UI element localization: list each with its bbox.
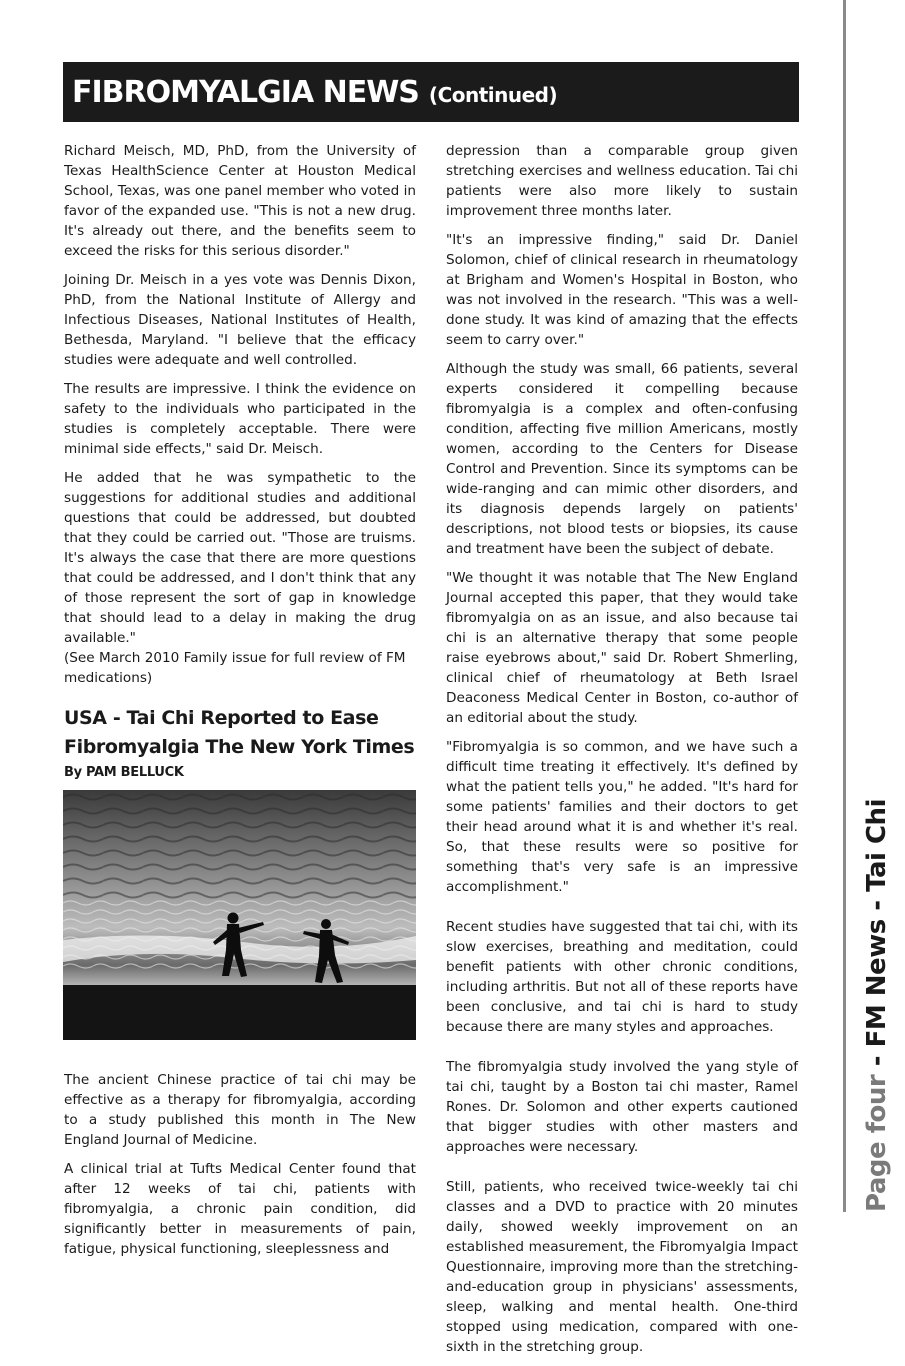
paragraph-note: (See March 2010 Family issue for full review of FM medications) bbox=[64, 650, 406, 686]
article-body-left bbox=[64, 1070, 416, 1268]
paragraph: Although the study was small, 66 patients, several experts considered it compelling because fibromyalgia is a complex and often-confusing condition, affecting five million Americans, mostly women, according to the Centers for Disease Control and Prevention. Since its symptoms can be wide-ranging and can mimic other disorders, and its diagnosis depends largely on patients' descriptions, not blood tests or biopsies, its cause and treatment have been the subject of debate. bbox=[446, 361, 798, 557]
paragraph: depression than a comparable group given stretching exercises and wellness education. Tai chi patients were also more likely to sustain improvement three months later. bbox=[446, 143, 798, 219]
paragraph: Richard Meisch, MD, PhD, from the University of Texas HealthScience Center at Houston Medical School, Texas, was one panel member who voted in favor of the expanded use. "This is not a new drug. It's already out there, and the benefits seem to exceed the risks for this serious disorder." bbox=[64, 143, 417, 259]
paragraph: The ancient Chinese practice of tai chi may be effective as a therapy for fibromyalgia, according to a study published this month in The New England Journal of Medicine. bbox=[64, 1072, 416, 1148]
continued-label: (Continued) bbox=[428, 83, 558, 107]
paragraph: The results are impressive. I think the evidence on safety to the individuals who participated in the studies is completely acceptable. There were minimal side effects," said Dr. Meisch. bbox=[64, 381, 416, 457]
article-byline: By PAM BELLUCK bbox=[64, 765, 184, 780]
paragraph: Joining Dr. Meisch in a yes vote was Dennis Dixon, PhD, from the National Institute of Allergy and Infectious Diseases, National Institutes of Health, Bethesda, Maryland. "I believe that the efficacy studies were adequate and well controlled. bbox=[64, 272, 416, 368]
page-edge-rule bbox=[843, 0, 846, 1212]
paragraph: Recent studies have suggested that tai chi, with its slow exercises, breathing and meditation, could benefit patients with other chronic conditions, including arthritis. But not all of these reports have been conclusive, and tai chi is hard to study because there are many styles and approaches. bbox=[446, 919, 798, 1035]
paragraph: The fibromyalgia study involved the yang style of tai chi, taught by a Boston tai chi master, Ramel Rones. Dr. Solomon and other experts cautioned that bigger studies with other masters and approaches were necessary. bbox=[446, 1059, 798, 1155]
paragraph: He added that he was sympathetic to the suggestions for additional studies and additional questions that could be addressed, but doubted that they could be carried out. "Those are truisms. It's always the case that there are more questions that could be addressed, and I don't think that any of those represent the sort of gap in knowledge that should lead to a delay in making the drug available." bbox=[64, 470, 416, 646]
page-number-label: Page four bbox=[862, 1074, 892, 1212]
left-column bbox=[64, 141, 416, 697]
section-title: FIBROMYALGIA NEWS bbox=[72, 74, 419, 110]
paragraph: "We thought it was notable that The New England Journal accepted this paper, that they would take fibromyalgia on as an issue, and also because tai chi is an alternative therapy that some people raise eyebrows about," said Dr. Robert Shmerling, clinical chief of rheumatology at Beth Israel Deaconess Medical Center in Boston, co-author of an editorial about the study. bbox=[446, 570, 798, 726]
page-side-label bbox=[862, 799, 892, 1212]
paragraph: A clinical trial at Tufts Medical Center found that after 12 weeks of tai chi, patients with fibromyalgia, a chronic pain condition, did significantly better in measurements of pain, fatigue, physical functioning, sleeplessness and bbox=[64, 1161, 416, 1257]
paragraph: Still, patients, who received twice-weekly tai chi classes and a DVD to practice with 20 minutes daily, showed weekly improvement on an established measurement, the Fibromyalgia Impact Questionnaire, improving more than the stretching-and-education group in physicians' assessments, sleep, walking and mental health. One-third stopped using medication, compared with one-sixth in the stretching group. bbox=[446, 1179, 798, 1355]
tai-chi-beach-photo bbox=[63, 790, 416, 1040]
article-title: USA - Tai Chi Reported to Ease Fibromyalgia The New York Times bbox=[64, 707, 415, 758]
paragraph: "It's an impressive finding," said Dr. Daniel Solomon, chief of clinical research in rheumatology at Brigham and Women's Hospital in Boston, who was not involved in the research. "This was a well-done study. It was kind of amazing that the effects seem to carry over." bbox=[446, 232, 798, 348]
right-column bbox=[446, 141, 798, 1366]
section-side-label: - FM News - Tai Chi bbox=[862, 799, 892, 1075]
section-header-banner bbox=[63, 62, 799, 122]
paragraph: "Fibromyalgia is so common, and we have such a difficult time treating it effectively. It's defined by what the patient tells you," he added. "It's hard for some patients' families and their doctors to get their head around what it is and whether it's real. So, that these results were so positive for something that's very safe is an impressive accomplishment." bbox=[446, 739, 798, 895]
